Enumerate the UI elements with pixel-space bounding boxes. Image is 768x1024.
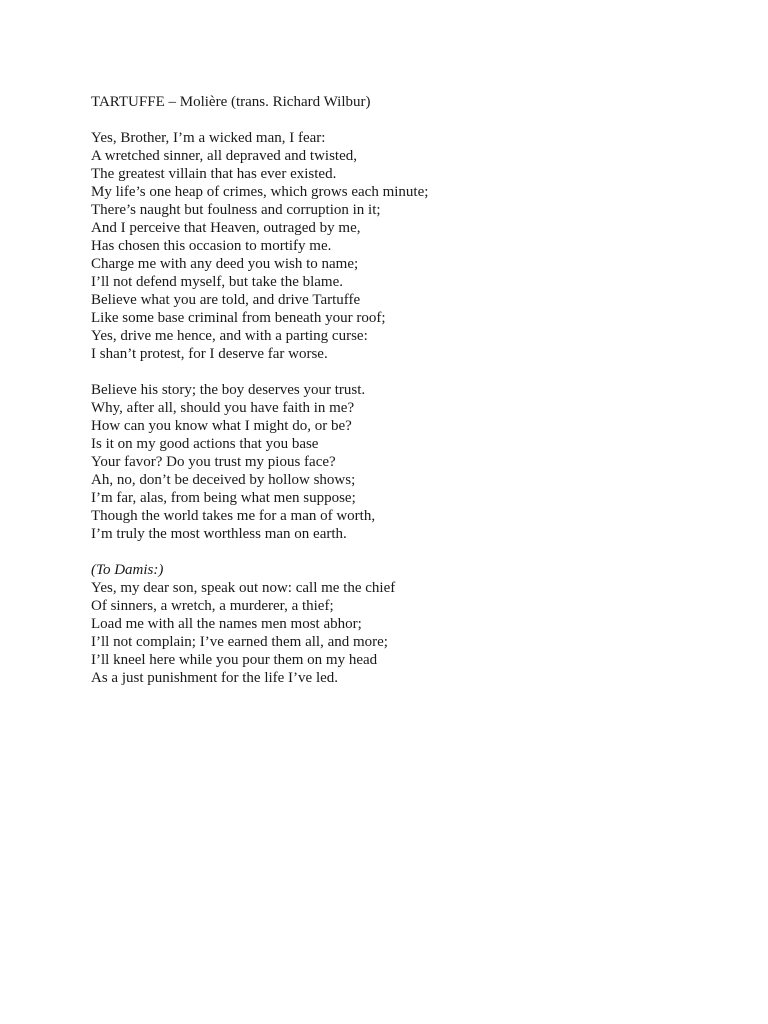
verse-line: I’ll not defend myself, but take the blame. (91, 274, 344, 290)
verse-line: I shan’t protest, for I deserve far worse. (91, 346, 328, 362)
document-title: TARTUFFE – Molière (trans. Richard Wilbur) (91, 94, 371, 110)
verse-line: Your favor? Do you trust my pious face? (91, 454, 336, 470)
verse-line: Like some base criminal from beneath your roof; (91, 310, 386, 326)
verse-line: My life’s one heap of crimes, which grows each minute; (91, 184, 429, 200)
verse-line: A wretched sinner, all depraved and twisted, (91, 148, 357, 164)
verse-line: Is it on my good actions that you base (91, 436, 319, 452)
verse-line: Yes, Brother, I’m a wicked man, I fear: (91, 130, 326, 146)
verse-line: I’ll kneel here while you pour them on my head (91, 652, 378, 668)
stanza-2 (91, 381, 711, 543)
stanza-3 (91, 561, 711, 687)
verse-line: As a just punishment for the life I’ve led. (91, 670, 339, 686)
verse-line: And I perceive that Heaven, outraged by me, (91, 220, 361, 236)
verse-line: How can you know what I might do, or be? (91, 418, 352, 434)
verse-line: Yes, my dear son, speak out now: call me the chief (91, 580, 396, 596)
verse-line: Ah, no, don’t be deceived by hollow shows; (91, 472, 356, 488)
verse-line: Has chosen this occasion to mortify me. (91, 238, 332, 254)
stage-direction: (To Damis:) (91, 562, 164, 578)
document-body (91, 93, 711, 705)
verse-line: Load me with all the names men most abhor; (91, 616, 362, 632)
verse-line: Believe his story; the boy deserves your trust. (91, 382, 366, 398)
verse-line: I’m far, alas, from being what men suppose; (91, 490, 356, 506)
verse-line: Charge me with any deed you wish to name; (91, 256, 359, 272)
verse-line: There’s naught but foulness and corruption in it; (91, 202, 381, 218)
verse-line: Believe what you are told, and drive Tartuffe (91, 292, 361, 308)
verse-line: Why, after all, should you have faith in me? (91, 400, 355, 416)
verse-line: I’ll not complain; I’ve earned them all, and more; (91, 634, 388, 650)
verse-line: I’m truly the most worthless man on earth. (91, 526, 347, 542)
verse-line: The greatest villain that has ever existed. (91, 166, 337, 182)
stanza-1 (91, 129, 711, 363)
verse-line: Though the world takes me for a man of worth, (91, 508, 376, 524)
verse-line: Of sinners, a wretch, a murderer, a thief; (91, 598, 334, 614)
verse-line: Yes, drive me hence, and with a parting curse: (91, 328, 368, 344)
